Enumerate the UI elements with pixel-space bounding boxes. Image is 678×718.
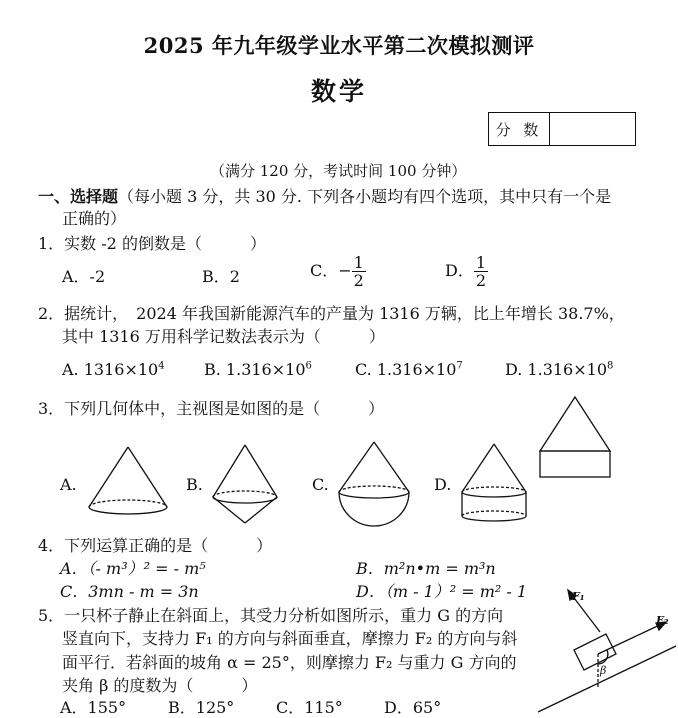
q3-option-b-double-cone — [210, 443, 280, 525]
q2-option-b — [204, 360, 312, 379]
q5-option-d: D．65° — [384, 698, 442, 717]
q2-option-c-base: C. 1.316×10 — [355, 360, 457, 379]
q5-line2: 竖直向下，支持力 F₁ 的方向与斜面垂直，摩擦力 F₂ 的方向与斜 — [62, 629, 518, 648]
q1-option-a: A．-2 — [62, 267, 106, 286]
cone-side — [128, 447, 167, 507]
cone-base-front — [339, 492, 409, 498]
cone-base-front — [89, 507, 167, 514]
score-label: 分 数 — [489, 113, 550, 145]
q2-option-a-exponent: 4 — [158, 360, 165, 372]
q5-line3: 面平行．若斜面的坡角 α = 25°，则摩擦力 F₂ 与重力 G 方向的 — [62, 653, 517, 672]
fraction-denominator: 2 — [475, 271, 487, 290]
q4-option-b: B．m²n•m = m³n — [356, 559, 496, 578]
q3-stem: 3．下列几何体中，主视图是如图的是（ ） — [38, 399, 385, 418]
front-view-figure — [538, 395, 612, 481]
q4-option-d: D．（m - 1）² = m² - 1 — [356, 582, 528, 601]
cylinder-top-front — [462, 492, 526, 497]
cone-side — [339, 442, 374, 492]
section-title: 一、选择题 — [38, 187, 119, 206]
f2-label: F₂ — [656, 614, 669, 627]
q1-option-c-prefix: C．− — [310, 261, 352, 280]
q4-option-c: C．3mn - m = 3n — [60, 582, 199, 601]
q3-option-a-label: A. — [60, 475, 77, 494]
cone-base-back — [339, 486, 409, 492]
section-instructions-cont: 正确的） — [62, 209, 127, 228]
q3-option-c-cone-hemisphere — [336, 440, 412, 530]
q2-option-b-base: B. 1.316×10 — [204, 360, 306, 379]
q2-option-a — [62, 360, 165, 379]
cone-side — [462, 444, 494, 492]
q5-option-a: A．155° — [60, 698, 127, 717]
q3-option-c-label: C. — [312, 475, 329, 494]
q2-stem-line2: 其中 1316 万用科学记数法表示为（ ） — [62, 327, 385, 346]
cone-base-back — [89, 500, 167, 507]
front-view-rectangle — [540, 451, 610, 477]
f1-label: F₁ — [572, 590, 585, 603]
cone-base-front — [213, 497, 277, 503]
section-heading — [38, 184, 611, 207]
q2-option-d-base: D. 1.316×10 — [505, 360, 607, 379]
cylinder-bottom-front — [462, 516, 526, 521]
q2-option-c-exponent: 7 — [456, 360, 463, 372]
beta-label: β — [600, 664, 607, 677]
q2-option-d-exponent: 8 — [607, 360, 614, 372]
lower-cone-side — [213, 497, 245, 523]
q3-option-d-label: D. — [434, 475, 452, 494]
q1-stem: 1．实数 -2 的倒数是（ ） — [38, 234, 266, 253]
section-instructions: （每小题 3 分，共 30 分. 下列各小题均有四个选项，其中只有一个是 — [118, 187, 612, 206]
q4-stem: 4．下列运算正确的是（ ） — [38, 536, 273, 555]
q1-option-d-prefix: D． — [445, 261, 474, 280]
hemisphere-outline — [339, 492, 409, 526]
fraction-numerator: 1 — [353, 253, 364, 272]
cone-side — [213, 445, 245, 497]
cone-side — [374, 442, 409, 492]
q2-option-b-exponent: 6 — [305, 360, 312, 372]
q3-option-b-label: B. — [186, 475, 203, 494]
q1-option-c — [310, 254, 366, 289]
exam-info: （满分 120 分，考试时间 100 分钟） — [210, 162, 467, 180]
score-box — [488, 112, 636, 146]
q3-option-d-cone-cylinder — [458, 442, 530, 526]
q1-option-b: B．2 — [202, 267, 240, 286]
q1-option-c-fraction — [352, 254, 366, 289]
q2-option-c — [355, 360, 463, 379]
q5-line4: 夹角 β 的度数为（ ） — [62, 676, 258, 695]
subject-title: 数学 — [310, 77, 367, 106]
cylinder-bottom-back — [462, 511, 526, 516]
front-view-triangle — [540, 397, 610, 451]
incline-surface — [538, 646, 676, 712]
cup-block — [574, 634, 616, 670]
q4-option-a: A．（- m³）² = - m⁵ — [60, 559, 206, 578]
q3-option-a-cone — [85, 445, 171, 517]
cone-side — [494, 444, 526, 492]
fraction-denominator: 2 — [353, 271, 364, 290]
q2-stem-line1: 2．据统计， 2024 年我国新能源汽车的产量为 1316 万辆，比上年增长 38.7%， — [38, 304, 625, 323]
score-value-cell — [550, 113, 635, 145]
cylinder-top-back — [462, 487, 526, 492]
cone-base-back — [213, 491, 277, 497]
cone-side — [89, 447, 128, 507]
document-title: 2025 年九年级学业水平第二次模拟测评 — [143, 33, 535, 58]
cone-side — [245, 445, 277, 497]
q5-option-b: B．125° — [168, 698, 235, 717]
lower-cone-side — [245, 497, 277, 523]
q5-option-c: C．115° — [276, 698, 343, 717]
q2-option-d — [505, 360, 613, 379]
force-diagram — [538, 588, 678, 714]
q1-option-d — [445, 254, 488, 289]
q2-option-a-base: A. 1316×10 — [62, 360, 159, 379]
q5-line1: 5．一只杯子静止在斜面上，其受力分析如图所示，重力 G 的方向 — [38, 606, 504, 625]
q1-option-d-fraction — [474, 254, 488, 289]
fraction-numerator: 1 — [475, 253, 487, 272]
